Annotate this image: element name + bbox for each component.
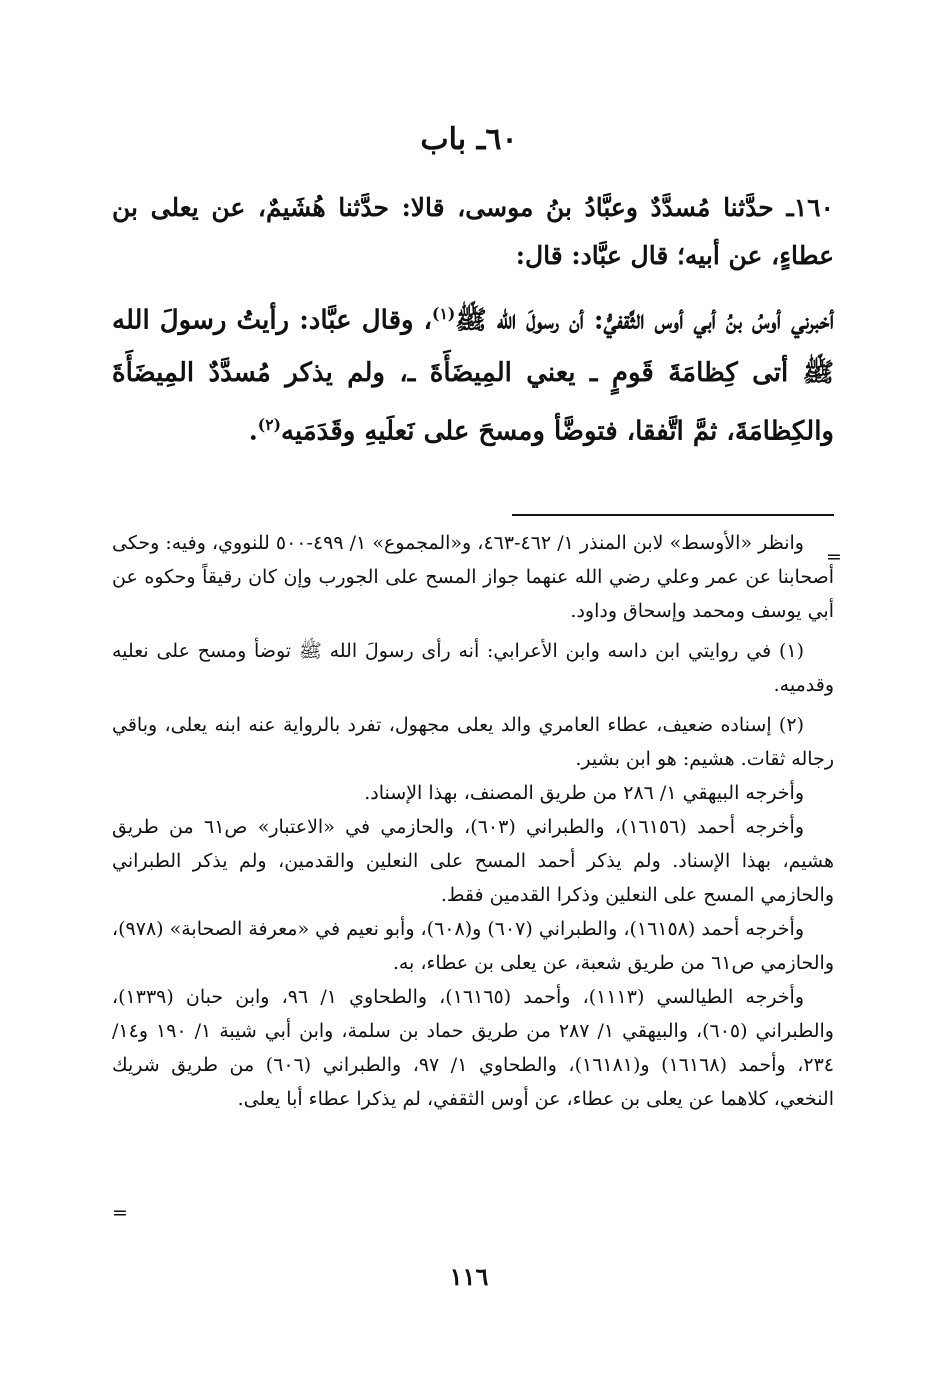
- footnote-2-source-2: وأخرجه أحمد (١٦١٥٦)، والطبراني (٦٠٣)، والحازمي في «الاعتبار» ص٦١ من طريق هشيم، بهذا الإسناد. ولم يذكر أحمد المسح على النعلين والقدمين، ولم يذكر الطبراني والحازمي المسح على النعلين وذكرا القدمين فقط.: [112, 816, 834, 906]
- footnote-2-source-3: وأخرجه أحمد (١٦١٥٨)، والطبراني (٦٠٧) و(٦٠٨)، وأبو نعيم في «معرفة الصحابة» (٩٧٨)، والحازمي ص٦١ من طريق شعبة، عن يعلى بن عطاء، به.: [111, 918, 834, 974]
- footnote-2: (٢) إسناده ضعيف، عطاء العامري والد يعلى مجهول، تفرد بالرواية عنه ابنه يعلى، وباقي رجاله ثقات. هشيم: هو ابن بشير.: [112, 714, 834, 770]
- hadith-text: [112, 288, 834, 457]
- footnote-continuation: وانظر «الأوسط» لابن المنذر ١/ ٤٦٢-٤٦٣، و«المجموع» ١/ ٤٩٩-٥٠٠ للنووي، وفيه: وحكى أصحابنا عن عمر وعلي رضي الله عنهما جواز المسح على الجورب وإن كان رقيقاً وحكوه عن أبي يوسف ومحمد وإسحاق وداود.: [112, 532, 834, 622]
- hadith-chain: ١٦٠ـ حدَّثنا مُسدَّدٌ وعبَّادُ بنُ موسى، قالا: حدَّثنا هُشَيمٌ، عن يعلى بن عطاءٍ، عن أبيه؛ قال عبَّاد: قال:: [112, 193, 834, 270]
- footnote-ref-1: (١): [432, 304, 456, 323]
- page-number: ١١٦: [449, 1262, 489, 1291]
- footnotes-section: [112, 526, 834, 1116]
- continuation-marker-top: =: [826, 546, 842, 568]
- hadith-text-part2: ، وقال عبَّاد: رأيتُ رسولَ الله ﷺ أتى كِظامَةَ قَومٍ ـ يعني المِيضَأَةَ ـ، ولم يذكر مُسدَّدٌ المِيضَأَةَ والكِظامَةَ، ثمَّ اتَّفقا، فتوضَّأ ومسحَ على نَعلَيهِ وقَدَمَيه: [112, 305, 834, 447]
- chapter-title: ٦٠ـ باب: [420, 122, 518, 157]
- continuation-marker-bottom: =: [112, 1202, 128, 1224]
- footnote-separator: [512, 514, 834, 516]
- footnote-ref-2: (٢): [257, 414, 281, 434]
- footnote-2-source-4: وأخرجه الطيالسي (١١١٣)، وأحمد (١٦١٦٥)، والطحاوي ١/ ٩٦، وابن حبان (١٣٣٩)، والطبراني (٦٠٥)، والبيهقي ١/ ٢٨٧ من طريق حماد بن سلمة، وابن أبي شيبة ١/ ١٩٠ و١٤/ ٢٣٤، وأحمد (١٦١٦٨) و(١٦١٨١)، والطحاوي ١/ ٩٧، والطبراني (٦٠٦) من طريق شريك النخعي، كلاهما عن يعلى بن عطاء، عن أوس الثقفي، لم يذكرا عطاء أبا يعلى.: [112, 986, 834, 1110]
- footnote-1: (١) في روايتي ابن داسه وابن الأعرابي: أنه رأى رسولَ الله ﷺ توضأ ومسح على نعليه وقدميه.: [112, 640, 834, 696]
- hadith-text-end: .: [248, 416, 258, 447]
- hadith-text-part1: أخبرني أوسُ بنُ أبي أوس الثَّقفيُّ: أن رسولَ الله ﷺ: [455, 305, 834, 336]
- footnote-2-source-1: وأخرجه البيهقي ١/ ٢٨٦ من طريق المصنف، بهذا الإسناد.: [364, 782, 804, 804]
